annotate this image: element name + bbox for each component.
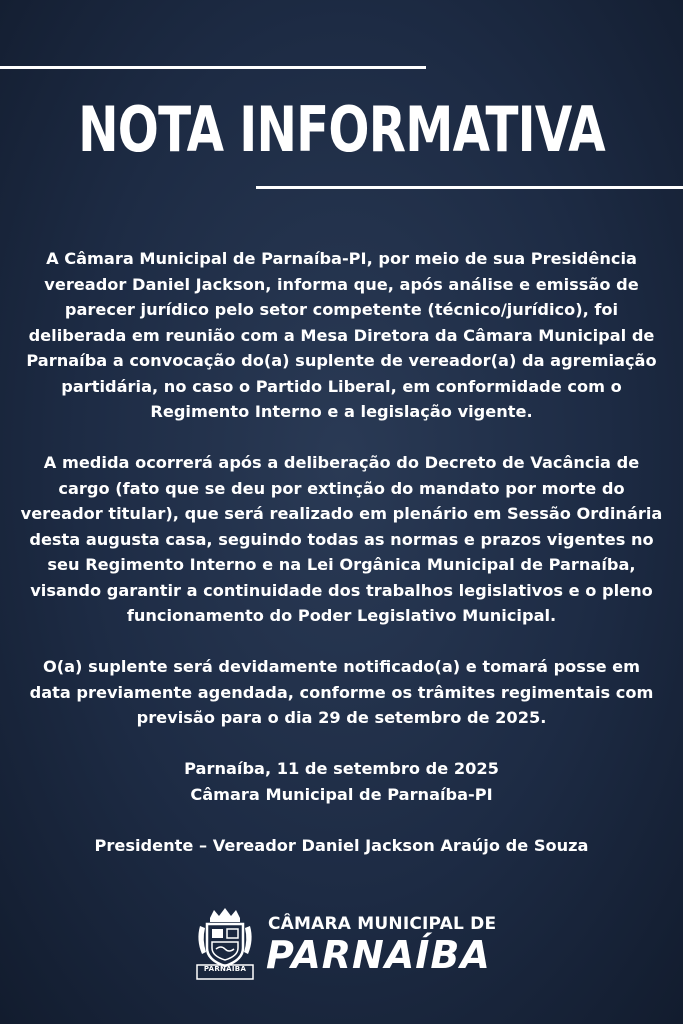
top-divider-line <box>0 66 426 69</box>
paragraph-2: A medida ocorrerá após a deliberação do Decreto de Vacância de cargo (fato que se deu por extinção do mandato por morte do vereador titular), que será realizado em plenário em Sessão Ordinária desta augusta casa, seguindo todas as normas e prazos vigentes no seu Regimento Interno e na Lei Orgânica Municipal de Parnaíba, visando garantir a continuidade dos trabalhos legislativos e o pleno funcionamento do Poder Legislativo Municipal. <box>20 453 663 625</box>
place-date: Parnaíba, 11 de setembro de 2025 <box>184 759 499 778</box>
bottom-divider-line <box>256 186 683 189</box>
institution-name: Câmara Municipal de Parnaíba-PI <box>190 784 493 804</box>
page-title: NOTA INFORMATIVA <box>78 93 605 166</box>
notice-body <box>20 246 663 858</box>
logo-text-line2: PARNAÍBA <box>266 933 491 977</box>
paragraph-1: A Câmara Municipal de Parnaíba-PI, por meio de sua Presidência vereador Daniel Jackson, informa que, após análise e emissão de parecer jurídico pelo setor competente (técnico/jurídico), foi deliberada em reunião com a Mesa Diretora da Câmara Municipal de Parnaíba a convocação do(a) suplente de vereador(a) da agremiação partidária, no caso o Partido Liberal, em conformidade com o Regimento Interno e a legislação vigente. <box>26 249 657 421</box>
signature-line: Presidente – Vereador Daniel Jackson Araújo de Souza <box>94 835 589 855</box>
crest-label: PARNAÍBA <box>203 965 247 973</box>
paragraph-3: O(a) suplente será devidamente notificado(a) e tomará posse em data previamente agendada, conforme os trâmites regimentais com previsão para o dia 29 de setembro de 2025. <box>29 657 654 727</box>
chamber-logo <box>196 906 496 982</box>
logo-text-line1: CÂMARA MUNICIPAL DE <box>268 914 497 934</box>
